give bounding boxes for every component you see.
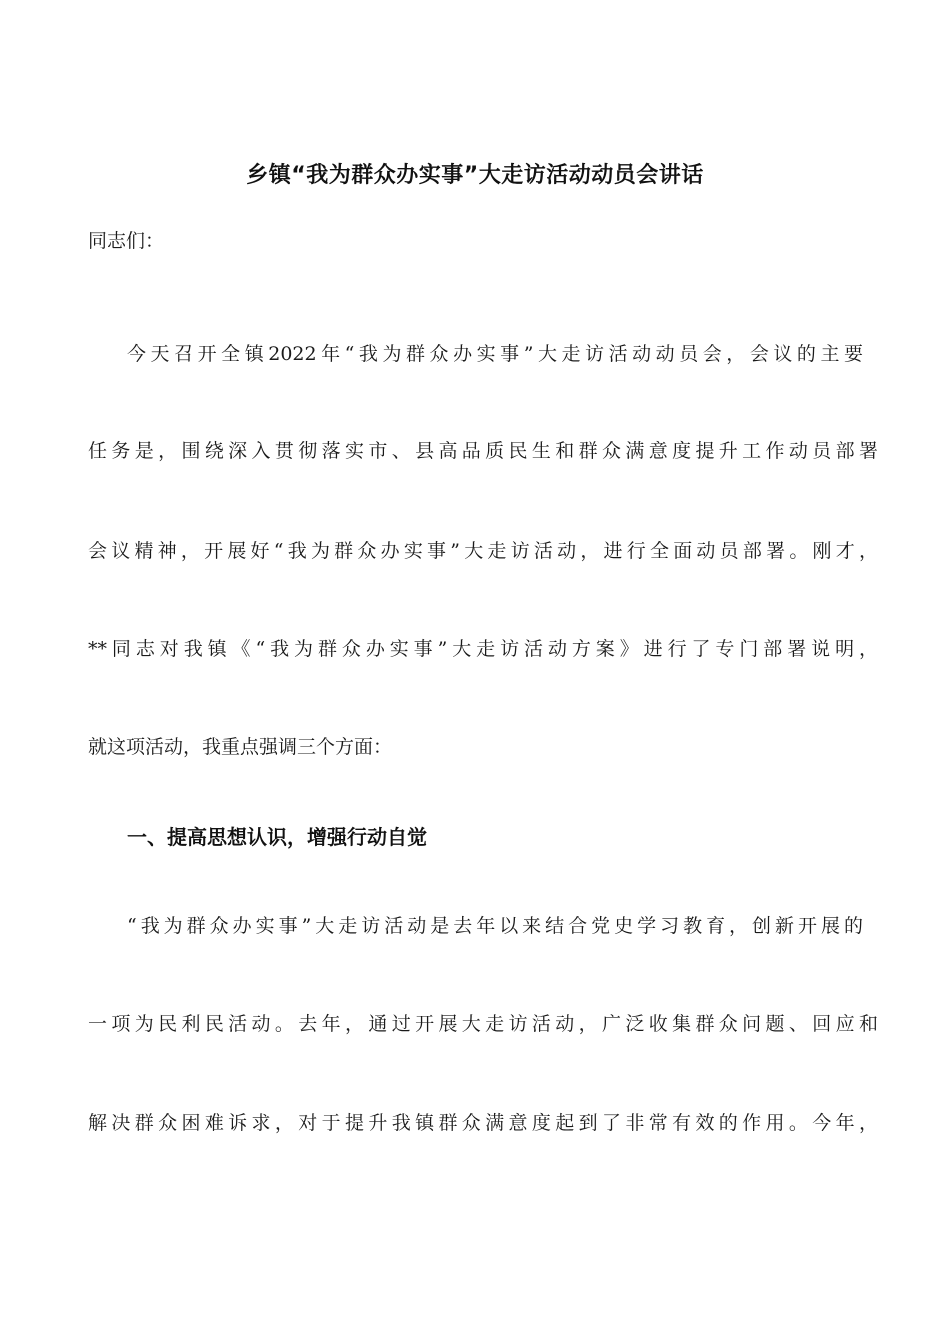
paragraph-line: 解决群众困难诉求，对于提升我镇群众满意度起到了非常有效的作用。今年， bbox=[88, 1112, 878, 1134]
paragraph-line: 会议精神，开展好“我为群众办实事”大走访活动，进行全面动员部署。刚才， bbox=[88, 540, 878, 562]
paragraph-line: 任务是，围绕深入贯彻落实市、县高品质民生和群众满意度提升工作动员部署 bbox=[88, 440, 878, 462]
document-title: 乡镇“我为群众办实事”大走访活动动员会讲话 bbox=[246, 163, 704, 188]
paragraph-line: **同志对我镇《“我为群众办实事”大走访活动方案》进行了专门部署说明， bbox=[88, 638, 878, 660]
paragraph-line: 今天召开全镇2022年“我为群众办实事”大走访活动动员会，会议的主要 bbox=[127, 343, 863, 365]
paragraph-line: 一项为民利民活动。去年，通过开展大走访活动，广泛收集群众问题、回应和 bbox=[88, 1013, 878, 1035]
section-heading: 一、提高思想认识，增强行动自觉 bbox=[127, 825, 427, 849]
paragraph-line: “我为群众办实事”大走访活动是去年以来结合党史学习教育，创新开展的 bbox=[127, 915, 863, 937]
salutation: 同志们： bbox=[88, 230, 165, 252]
paragraph-line: 就这项活动，我重点强调三个方面： bbox=[88, 736, 393, 758]
